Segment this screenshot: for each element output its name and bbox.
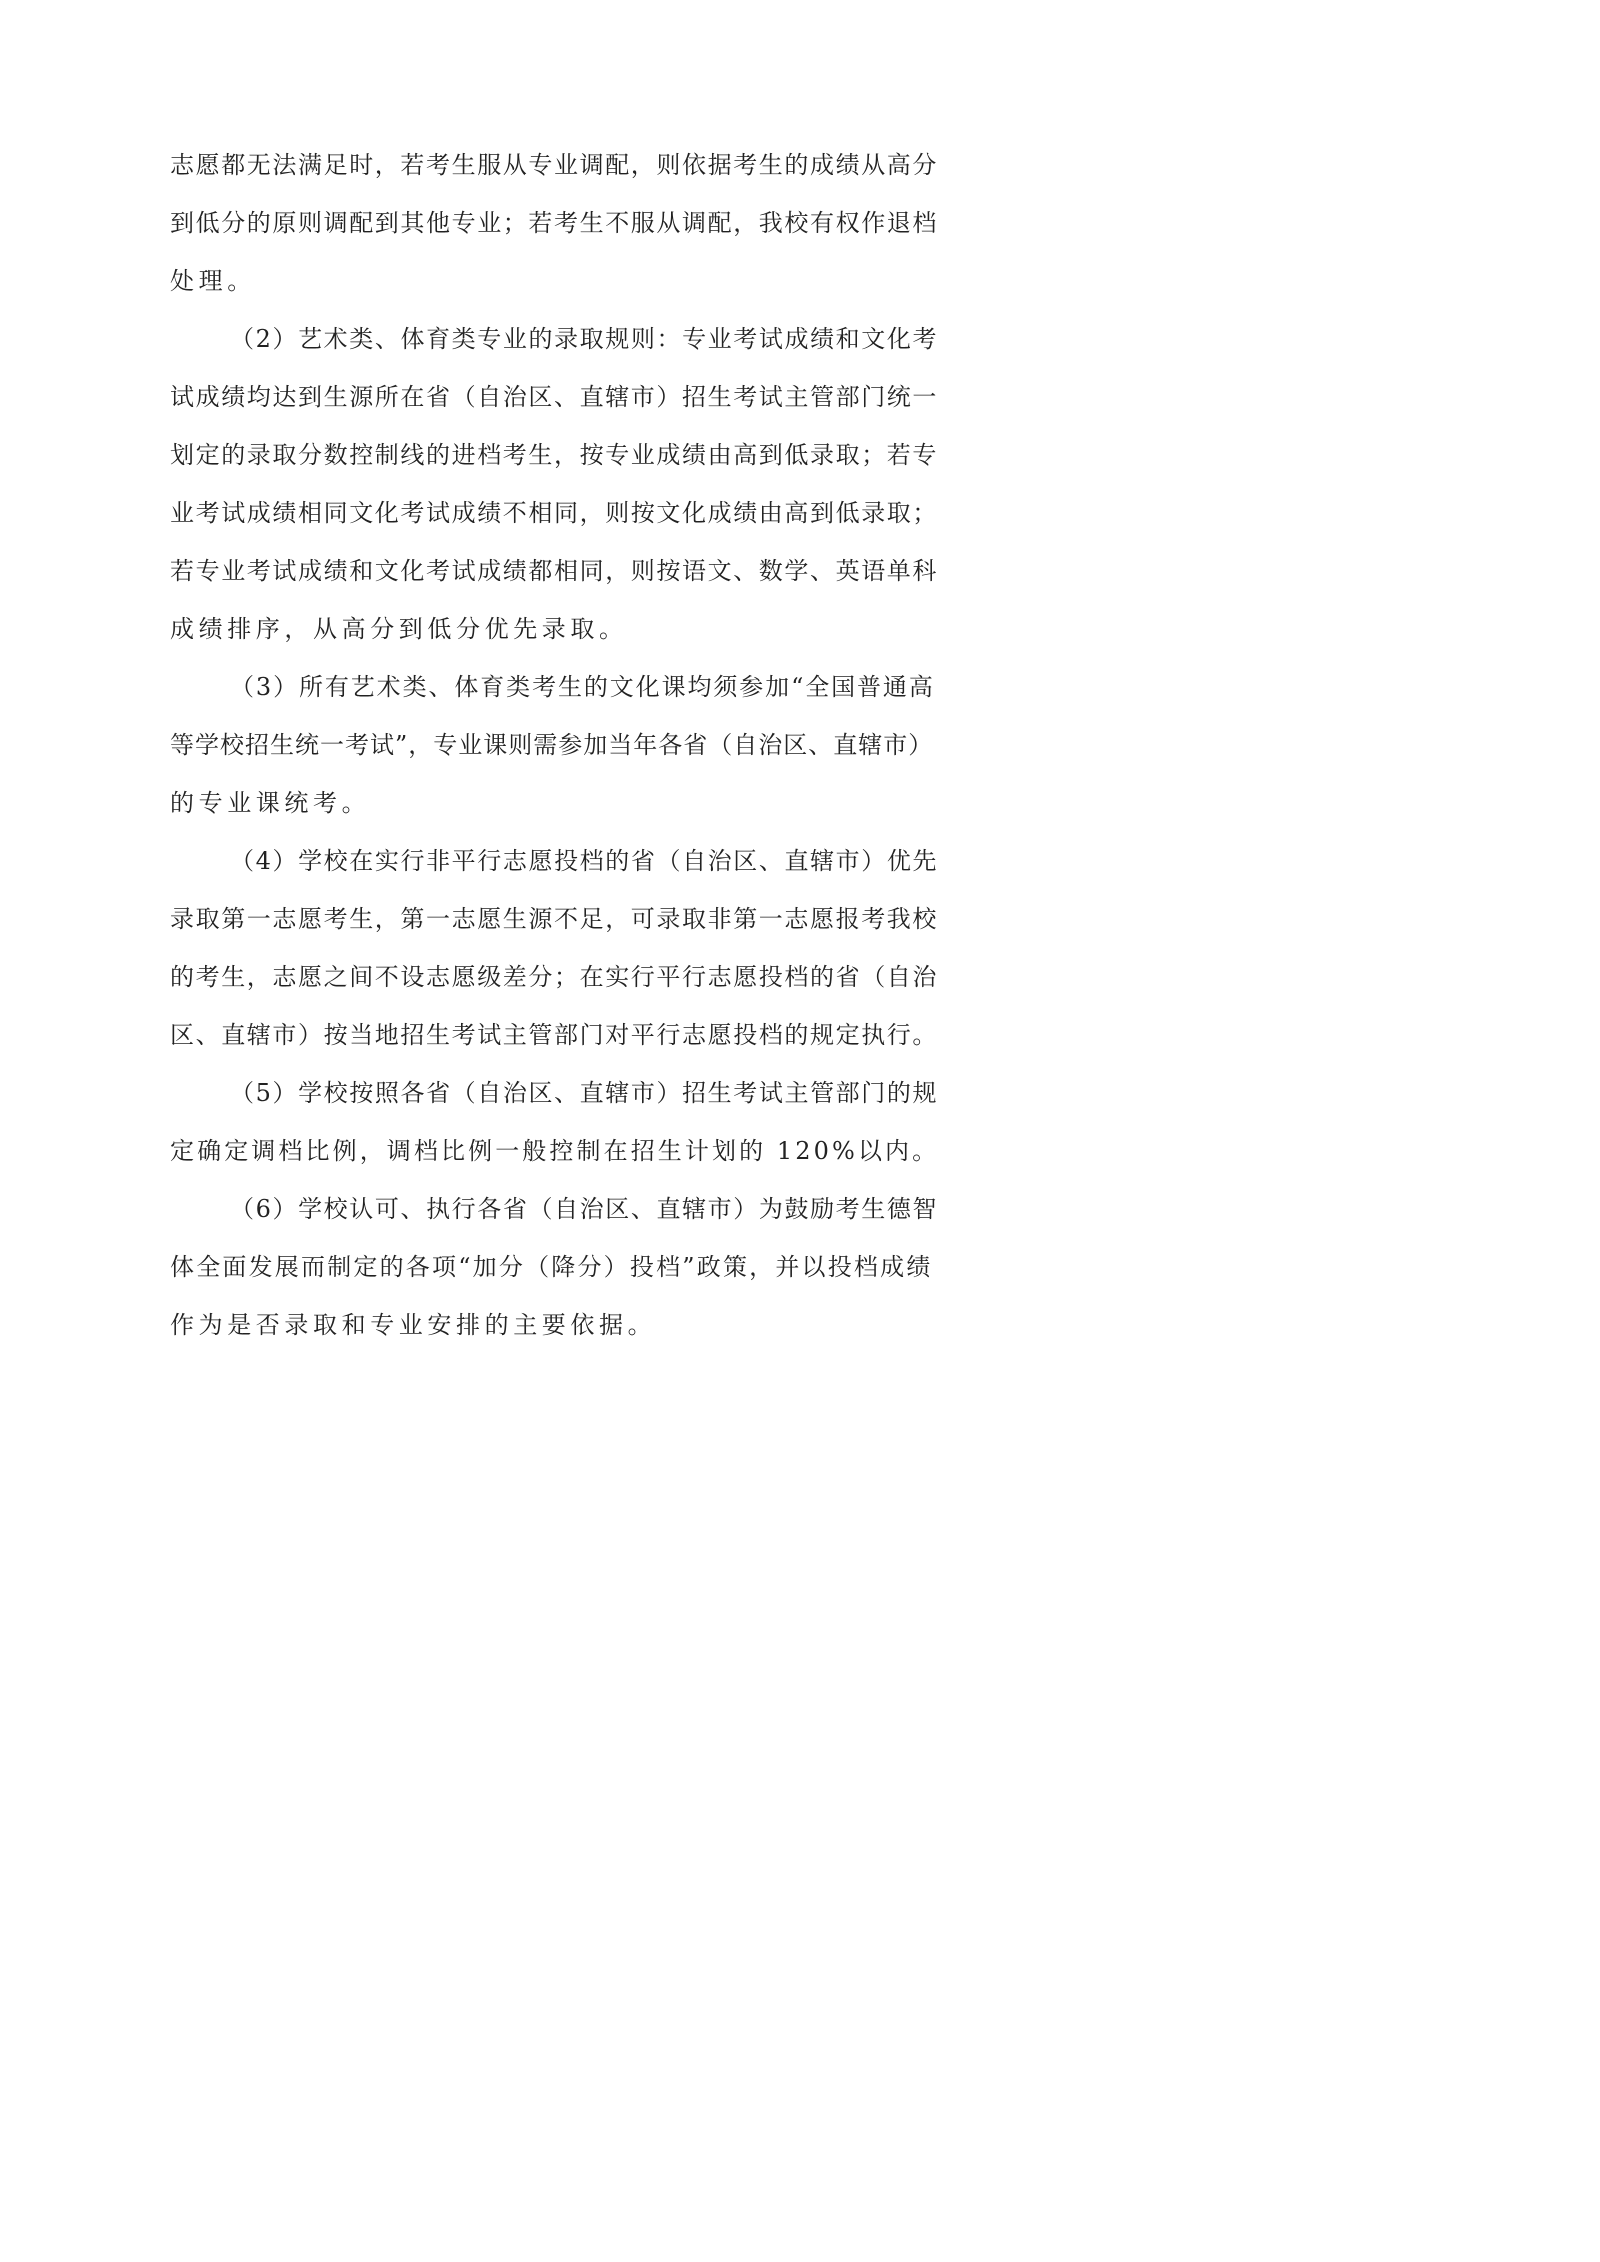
text-line: 的专业课统考。 [170, 789, 371, 817]
text-line: 成绩排序，从高分到低分优先录取。 [170, 615, 628, 643]
text-line: 试成绩均达到生源所在省（自治区、直辖市）招生考试主管部门统一 [170, 383, 938, 411]
text-line: 定确定调档比例，调档比例一般控制在招生计划的 120%以内。 [170, 1137, 940, 1165]
paragraph-4-line: （4）学校在实行非平行志愿投档的省（自治区、直辖市）优先 [230, 847, 939, 875]
paragraph-3-line: （3）所有艺术类、体育类考生的文化课均须参加“全国普通高 [230, 673, 935, 701]
text-line: 录取第一志愿考生，第一志愿生源不足，可录取非第一志愿报考我校 [170, 905, 938, 933]
text-line: 等学校招生统一考试”，专业课则需参加当年各省（自治区、直辖市） [170, 731, 934, 759]
paragraph-2-line: （2）艺术类、体育类专业的录取规则：专业考试成绩和文化考 [230, 325, 939, 353]
text-line: 处理。 [170, 267, 256, 295]
text-line: 的考生，志愿之间不设志愿级差分；在实行平行志愿投档的省（自治 [170, 963, 938, 991]
text-line: 区、直辖市）按当地招生考试主管部门对平行志愿投档的规定执行。 [170, 1021, 938, 1049]
text-line: 作为是否录取和专业安排的主要依据。 [170, 1311, 657, 1339]
text-line: 到低分的原则调配到其他专业；若考生不服从调配，我校有权作退档 [170, 209, 938, 237]
paragraph-6-line: （6）学校认可、执行各省（自治区、直辖市）为鼓励考生德智 [230, 1195, 939, 1223]
text-line: 若专业考试成绩和文化考试成绩都相同，则按语文、数学、英语单科 [170, 557, 938, 585]
document-page [0, 0, 1105, 1561]
text-line: 业考试成绩相同文化考试成绩不相同，则按文化成绩由高到低录取； [170, 499, 938, 527]
text-line: 志愿都无法满足时，若考生服从专业调配，则依据考生的成绩从高分 [170, 151, 938, 179]
text-line: 划定的录取分数控制线的进档考生，按专业成绩由高到低录取；若专 [170, 441, 938, 469]
paragraph-5-line: （5）学校按照各省（自治区、直辖市）招生考试主管部门的规 [230, 1079, 939, 1107]
text-line: 体全面发展而制定的各项“加分（降分）投档”政策，并以投档成绩 [170, 1253, 933, 1281]
